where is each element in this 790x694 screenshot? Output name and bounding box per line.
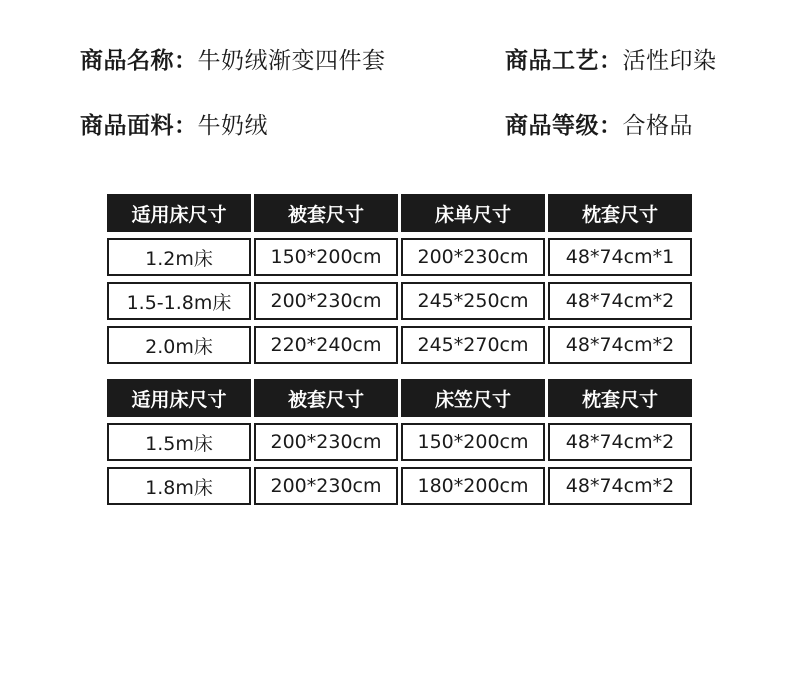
product-name-line [80, 47, 386, 75]
table-cell: 245*250cm [401, 282, 545, 320]
product-fabric-label: 商品面料： [80, 113, 198, 139]
table-cell: 200*230cm [254, 467, 398, 505]
product-grade-label: 商品等级： [505, 113, 623, 139]
table-header-cell: 被套尺寸 [254, 379, 398, 417]
product-fabric-value: 牛奶绒 [197, 113, 268, 139]
table-cell: 150*200cm [254, 238, 398, 276]
product-craft-value: 活性印染 [622, 48, 717, 74]
table-cell: 2.0m床 [107, 326, 251, 364]
table-cell: 48*74cm*2 [548, 326, 692, 364]
table-cell: 180*200cm [401, 467, 545, 505]
table-cell: 1.2m床 [107, 238, 251, 276]
product-grade-line [505, 112, 693, 140]
table-cell: 1.5-1.8m床 [107, 282, 251, 320]
table-cell: 48*74cm*2 [548, 467, 692, 505]
table-cell: 1.5m床 [107, 423, 251, 461]
table-cell: 48*74cm*1 [548, 238, 692, 276]
table-header-cell: 被套尺寸 [254, 194, 398, 232]
size-table-sheet [107, 194, 692, 364]
table-cell: 200*230cm [254, 423, 398, 461]
table-cell: 245*270cm [401, 326, 545, 364]
product-fabric-line [80, 112, 268, 140]
product-craft-label: 商品工艺： [505, 48, 623, 74]
table-cell: 48*74cm*2 [548, 423, 692, 461]
table-cell: 1.8m床 [107, 467, 251, 505]
product-grade-value: 合格品 [622, 113, 693, 139]
table-cell: 150*200cm [401, 423, 545, 461]
product-name-label: 商品名称： [80, 48, 198, 74]
table-header-cell: 适用床尺寸 [107, 194, 251, 232]
table-cell: 200*230cm [254, 282, 398, 320]
table-header-cell: 床单尺寸 [401, 194, 545, 232]
table-cell: 220*240cm [254, 326, 398, 364]
table-header-cell: 枕套尺寸 [548, 379, 692, 417]
product-name-value: 牛奶绒渐变四件套 [197, 48, 386, 74]
table-header-cell: 床笠尺寸 [401, 379, 545, 417]
table-cell: 48*74cm*2 [548, 282, 692, 320]
table-header-cell: 适用床尺寸 [107, 379, 251, 417]
table-cell: 200*230cm [401, 238, 545, 276]
table-header-cell: 枕套尺寸 [548, 194, 692, 232]
product-craft-line [505, 47, 717, 75]
size-table-fitted-sheet [107, 379, 692, 505]
